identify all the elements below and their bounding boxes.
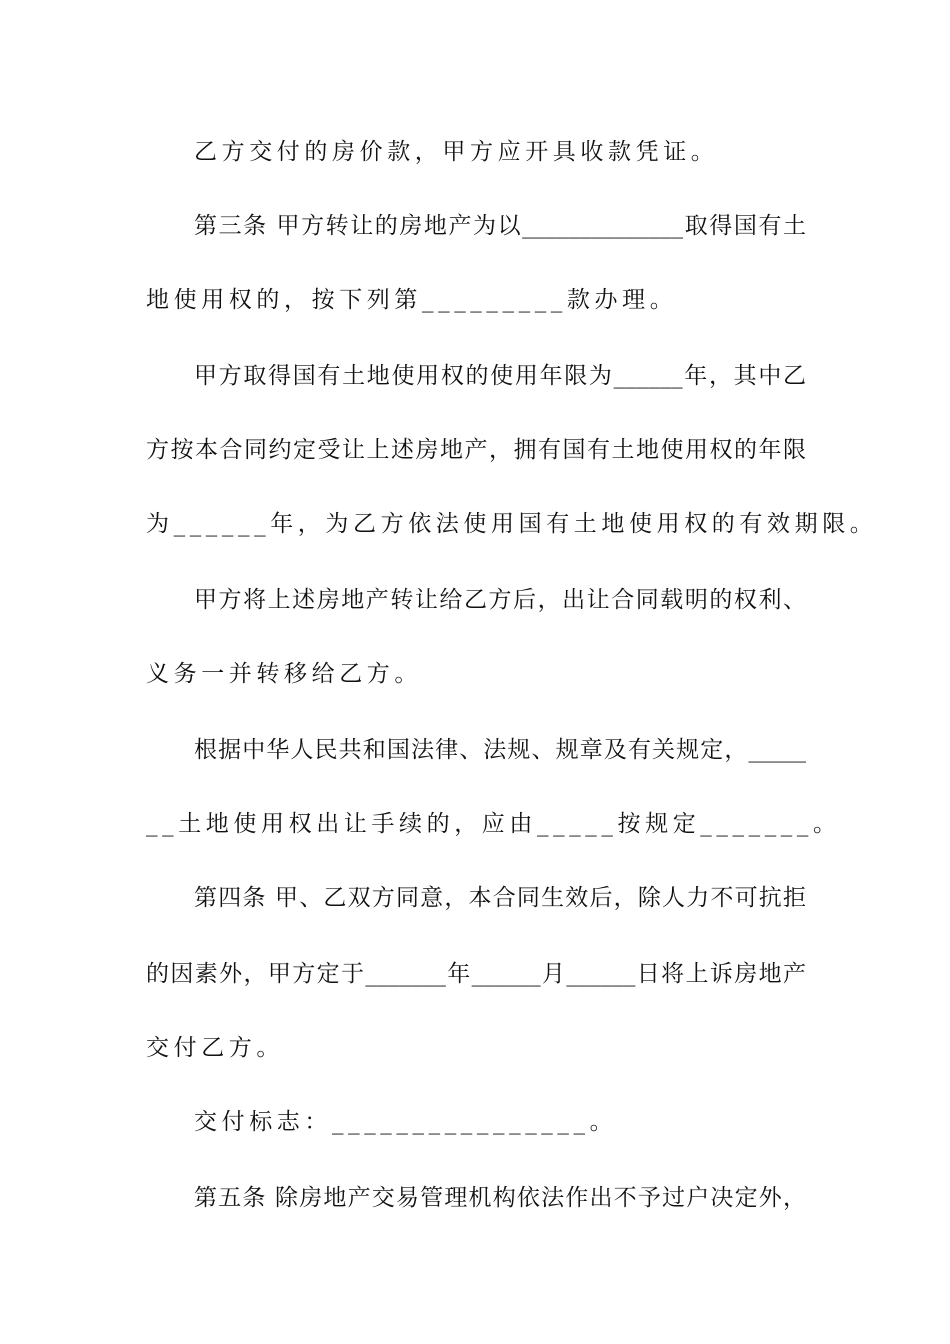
paragraph-line: 为______年，为乙方依法使用国有土地使用权的有效期限。: [146, 511, 878, 537]
paragraph-line: 甲方将上述房地产转让给乙方后，出让合同载明的权利、: [194, 587, 806, 613]
paragraph-line: 根据中华人民共和国法律、法规、规章及有关规定，_____: [194, 737, 806, 763]
paragraph-line: 乙方交付的房价款，甲方应开具收款凭证。: [194, 139, 719, 165]
paragraph-line: 第三条 甲方转让的房地产为以______________取得国有土: [194, 213, 806, 239]
paragraph-line: 甲方取得国有土地使用权的使用年限为______年，其中乙: [194, 363, 806, 389]
paragraph-line: 第五条 除房地产交易管理机构依法作出不予过户决定外，: [194, 1185, 806, 1211]
paragraph-line: 交付标志：________________。: [194, 1109, 618, 1135]
paragraph-line: 地使用权的，按下列第_________款办理。: [146, 287, 678, 313]
paragraph-line: 第四条 甲、乙双方同意，本合同生效后，除人力不可抗拒: [194, 885, 806, 911]
paragraph-line: 义务一并转移给乙方。: [146, 661, 422, 687]
paragraph-line: 交付乙方。: [146, 1035, 284, 1061]
paragraph-line: __土地使用权出让手续的，应由_____按规定_______。: [146, 811, 841, 837]
paragraph-line: 方按本合同约定受让上述房地产，拥有国有土地使用权的年限: [146, 437, 806, 463]
paragraph-line: 的因素外，甲方定于_______年______月______日将上诉房地产: [146, 961, 806, 987]
